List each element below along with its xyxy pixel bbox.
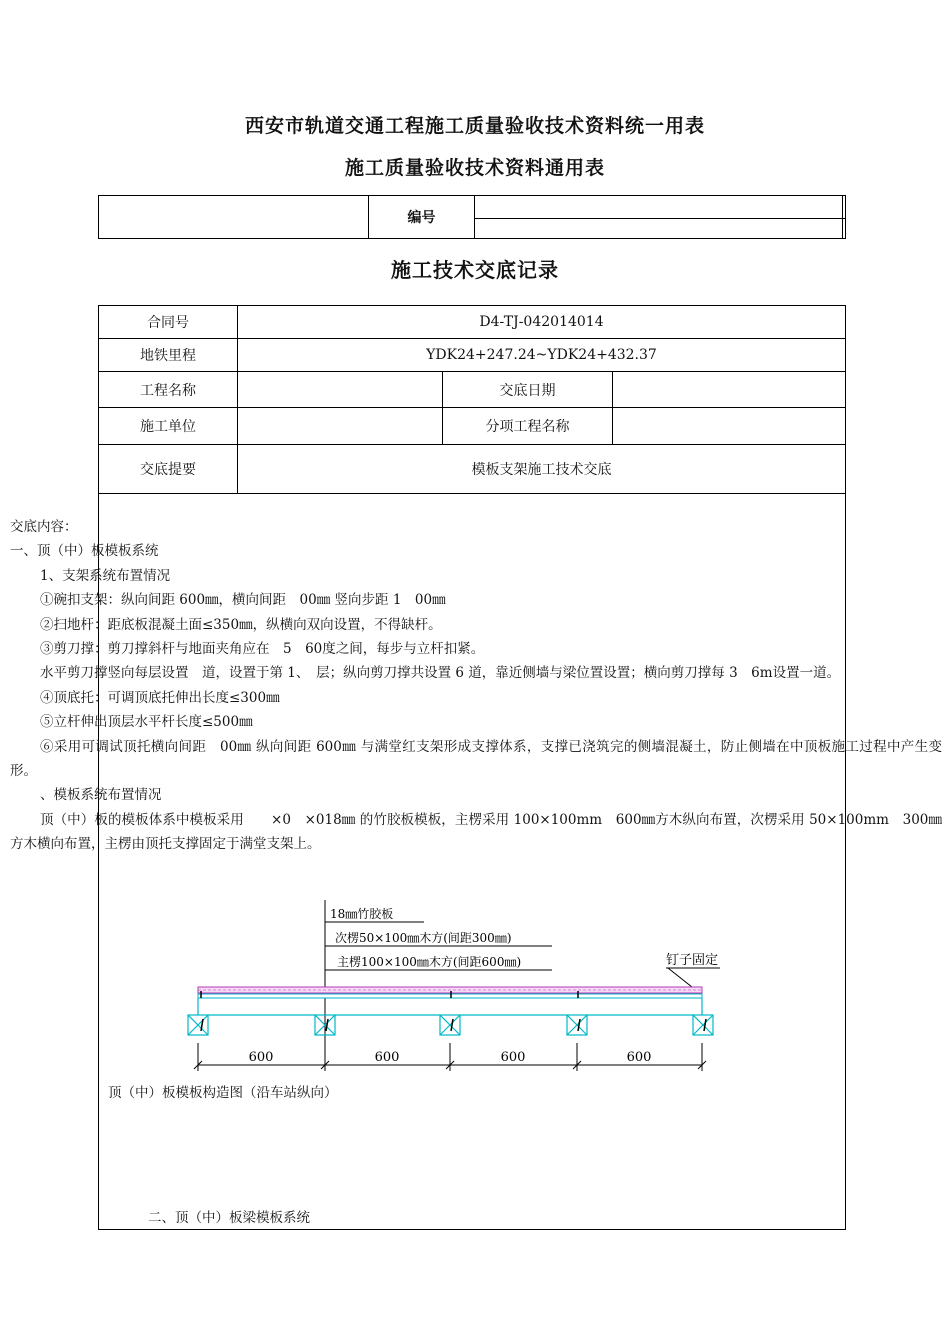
row-project: [99, 372, 845, 408]
label-secondary-joist: 次楞50×100㎜木方(间距300㎜): [335, 931, 512, 945]
contract-label: 合同号: [147, 315, 189, 331]
date-label: 交底日期: [442, 372, 612, 407]
row-summary: [99, 445, 845, 494]
label-plywood: 18㎜竹胶板: [330, 907, 394, 921]
row-mileage: [99, 339, 845, 372]
disclosure-content: [10, 515, 942, 857]
dimension-1: 600: [248, 1050, 274, 1065]
contract-value: D4-TJ-042014014: [237, 306, 845, 338]
formwork-diagram: [180, 895, 730, 1085]
project-label: 工程名称: [140, 382, 196, 399]
label-main-joist: 主楞100×100㎜木方(间距600㎜): [337, 955, 522, 969]
subitem-label: 分项工程名称: [442, 408, 612, 444]
dimension-4: 600: [626, 1050, 652, 1065]
record-title: 施工技术交底记录: [391, 258, 559, 282]
subitem-value[interactable]: [612, 408, 845, 444]
item-horizontal-brace: 水平剪刀撑竖向每层设置 道，设置于第 1、 层；纵向剪刀撑共设置 6 道，靠近侧墙与梁位置设置；横向剪刀撑每 3 6m设置一道。: [40, 665, 841, 682]
section2-title: 二、顶（中）板梁模板系统: [148, 1210, 310, 1226]
mileage-value: YDK24+247.24~YDK24+432.37: [237, 339, 845, 371]
doc-title-sub: 施工质量验收技术资料通用表: [344, 157, 605, 179]
label-nail: 钉子固定: [666, 953, 719, 968]
project-value[interactable]: [237, 372, 442, 407]
date-value[interactable]: [612, 372, 845, 407]
item-sweep-rod: ②扫地杆：距底板混凝土面≤350㎜，纵横向双向设置，不得缺杆。: [40, 616, 442, 633]
subsection-support-title: 1、支架系统布置情况: [40, 567, 171, 584]
item-top-bottom-support: ④顶底托：可调顶底托伸出长度≤300㎜: [40, 689, 280, 706]
section1-title: 一、顶（中）板模板系统: [10, 543, 159, 560]
item-pole-extension: ⑤立杆伸出顶层水平杆长度≤500㎜: [40, 714, 253, 731]
summary-value: 模板支架施工技术交底: [237, 445, 845, 493]
unit-label: 施工单位: [140, 419, 196, 435]
doc-title-main: 西安市轨道交通工程施工质量验收技术资料统一用表: [244, 115, 705, 137]
row-contract: [99, 306, 845, 339]
header-blank-cell: [99, 196, 369, 238]
unit-value[interactable]: [237, 408, 442, 444]
figure-caption: 顶（中）板模板构造图（沿车站纵向）: [108, 1085, 338, 1101]
content-heading: 交底内容：: [10, 519, 78, 535]
number-label: 编号: [369, 196, 475, 238]
row-unit: [99, 408, 845, 445]
mileage-label: 地铁里程: [140, 348, 196, 364]
summary-label: 交底提要: [140, 462, 196, 478]
dimension-3: 600: [500, 1050, 526, 1065]
number-header-table: [98, 195, 846, 239]
item-adjustable-support: ⑥采用可调试顶托横向间距 00㎜ 纵向间距 600㎜ 与满堂红支架形成支撑体系，支撑已浇筑完的侧墙混凝土，防止侧墙在中顶板施工过程中产生变形。: [10, 738, 942, 780]
item-scissor-brace: ③剪刀撑：剪刀撑斜杆与地面夹角应在 5 60度之间，每步与立杆扣紧。: [40, 641, 485, 658]
dimension-2: 600: [374, 1050, 400, 1065]
subsection-formwork-title: 、模板系统布置情况: [40, 787, 162, 804]
item-bowl-buckle: ①碗扣支架：纵向间距 600㎜，横向间距 00㎜ 竖向步距 1 00㎜: [40, 592, 446, 609]
formwork-description: 顶（中）板的模板体系中模板采用 ×0 ×018㎜ 的竹胶板模板，主楞采用 100×100mm 600㎜方木纵向布置，次楞采用 50×100mm 300㎜方木横向布置，主楞由顶托支撑固定于满堂支架上。: [10, 811, 942, 853]
number-value-cell[interactable]: [475, 196, 845, 238]
